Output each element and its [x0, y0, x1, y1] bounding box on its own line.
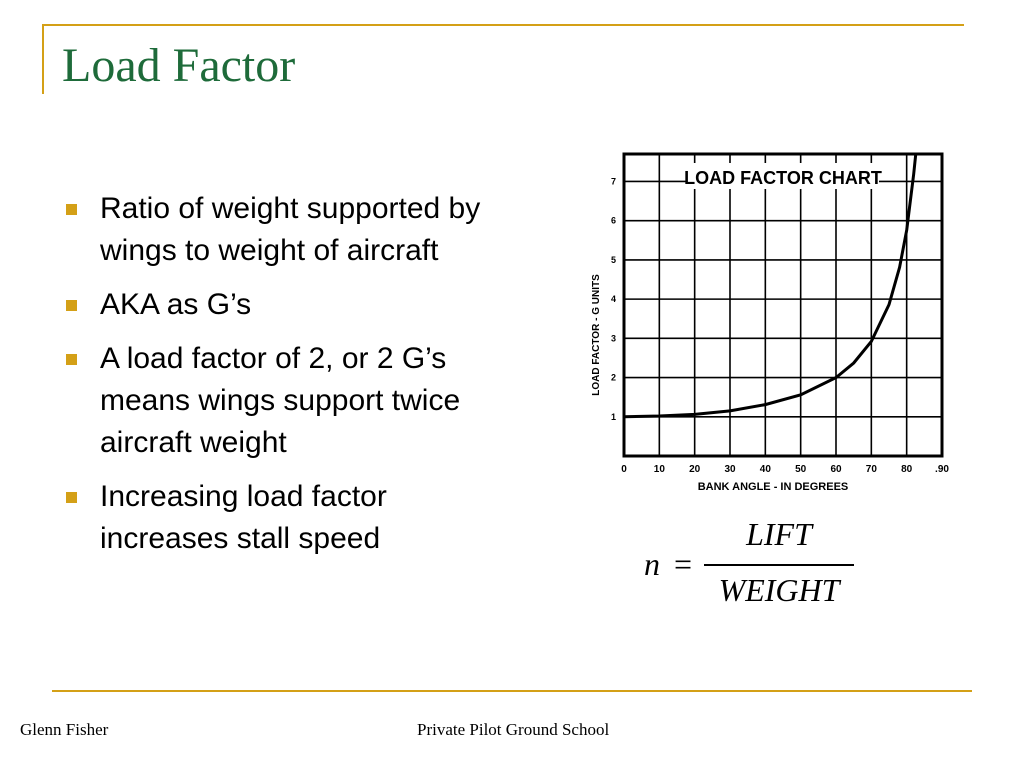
- bullet-text: Ratio of weight supported by wings to weight of aircraft: [100, 192, 481, 267]
- bullet-text: Increasing load factor increases stall speed: [100, 480, 387, 555]
- fraction-bar: [704, 564, 854, 566]
- chart-x-tick-label: 80: [901, 464, 913, 475]
- chart-y-axis-label: LOAD FACTOR - G UNITS: [591, 274, 602, 396]
- chart-y-tick-label: 5: [610, 254, 616, 265]
- bullet-text: A load factor of 2, or 2 G’s means wings support twice aircraft weight: [100, 342, 461, 459]
- chart-x-tick-label: 40: [759, 464, 771, 475]
- chart-x-tick-label: 60: [830, 464, 842, 475]
- bullet-item: [62, 476, 482, 560]
- chart-x-tick-label: 30: [724, 464, 736, 475]
- top-accent-line: [42, 24, 964, 26]
- chart-y-tick-label: 7: [610, 176, 616, 187]
- chart-title: LOAD FACTOR CHART: [684, 168, 882, 188]
- bullet-list: [62, 188, 482, 572]
- formula-n: n: [644, 546, 660, 582]
- chart-x-tick-label: 10: [653, 464, 665, 475]
- footer-accent-line: [52, 690, 972, 692]
- load-factor-chart: [588, 150, 960, 498]
- formula-numerator: LIFT: [746, 516, 812, 552]
- footer-author: Glenn Fisher: [20, 720, 109, 739]
- chart-y-tick-label: 6: [610, 215, 616, 226]
- formula-equals: =: [674, 546, 693, 582]
- bullet-item: [62, 188, 482, 272]
- chart-y-tick-label: 2: [610, 372, 616, 383]
- formula-denominator: WEIGHT: [718, 572, 840, 608]
- slide-title: Load Factor: [62, 39, 296, 92]
- chart-y-tick-label: 4: [610, 294, 616, 305]
- square-bullet-icon: [66, 300, 77, 311]
- chart-x-tick-label: 0: [621, 464, 627, 475]
- chart-x-tick-label: 70: [865, 464, 877, 475]
- chart-plot-frame: [624, 154, 942, 456]
- chart-y-tick-label: 1: [610, 411, 616, 422]
- square-bullet-icon: [66, 492, 77, 503]
- chart-y-tick-label: 3: [610, 333, 616, 344]
- square-bullet-icon: [66, 204, 77, 215]
- chart-x-tick-label: .90: [935, 464, 949, 475]
- bullet-item: [62, 338, 482, 464]
- chart-x-axis-label: BANK ANGLE - IN DEGREES: [697, 481, 849, 493]
- chart-x-tick-label: 50: [795, 464, 807, 475]
- bullet-text: AKA as G’s: [100, 288, 252, 321]
- load-factor-formula: [640, 516, 900, 616]
- bullet-item: [62, 284, 482, 326]
- square-bullet-icon: [66, 354, 77, 365]
- left-accent-line: [42, 24, 44, 94]
- chart-x-tick-label: 20: [689, 464, 701, 475]
- footer-course: Private Pilot Ground School: [417, 720, 610, 739]
